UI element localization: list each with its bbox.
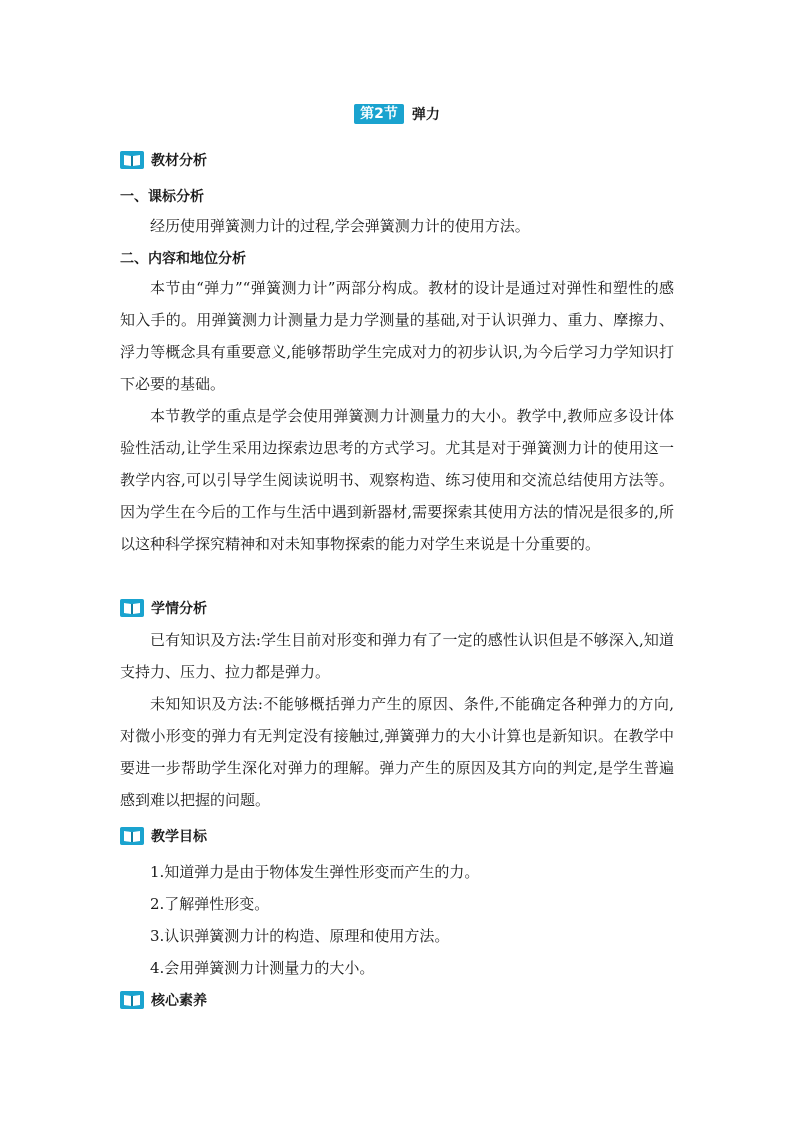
section-title: 弹力 [411, 107, 440, 123]
subheading-standard: 一、课标分析 [120, 189, 204, 205]
heading-objectives [120, 826, 207, 846]
objective-item: 2.了解弹性形变。 [150, 895, 270, 913]
heading-learner-analysis [120, 598, 207, 618]
content-paragraph-2: 本节教学的重点是学会使用弹簧测力计测量力的大小。教学中,教师应多设计体验性活动,让学生采用边探索边思考的方式学习。尤其是对于弹簧测力计的使用这一教学内容,可以引导学生阅读说明书、观察构造、练习使用和交流总结使用方法等。因为学生在今后的工作与生活中遇到新器材,需要探索其使用方法的情况是很多的,所以这种科学探究精神和对未知事物探索的能力对学生来说是十分重要的。 [120, 407, 674, 553]
heading-core-competence [120, 990, 207, 1010]
heading-text: 核心素养 [151, 993, 207, 1009]
objective-item: 3.认识弹簧测力计的构造、原理和使用方法。 [150, 927, 450, 945]
heading-text: 教学目标 [151, 829, 207, 845]
book-icon [120, 991, 144, 1009]
learner-paragraph-2: 未知知识及方法:不能够概括弹力产生的原因、条件,不能确定各种弹力的方向,对微小形变的弹力有无判定没有接触过,弹簧弹力的大小计算也是新知识。在教学中要进一步帮助学生深化对弹力的理解。弹力产生的原因及其方向的判定,是学生普遍感到难以把握的问题。 [120, 695, 674, 809]
objective-item: 1.知道弹力是由于物体发生弹性形变而产生的力。 [150, 863, 480, 881]
learner-paragraph-1: 已有知识及方法:学生目前对形变和弹力有了一定的感性认识但是不够深入,知道支持力、压力、拉力都是弹力。 [120, 631, 674, 681]
book-icon [120, 827, 144, 845]
content-paragraph-1: 本节由“弹力”“弹簧测力计”两部分构成。教材的设计是通过对弹性和塑性的感知入手的。用弹簧测力计测量力是力学测量的基础,对于认识弹力、重力、摩擦力、浮力等概念具有重要意义,能够帮助学生完成对力的初步认识,为今后学习力学知识打下必要的基础。 [120, 279, 674, 393]
book-icon [120, 599, 144, 617]
heading-material-analysis [120, 150, 207, 170]
standard-text: 经历使用弹簧测力计的过程,学会弹簧测力计的使用方法。 [150, 217, 530, 235]
objective-item: 4.会用弹簧测力计测量力的大小。 [150, 959, 375, 977]
book-icon [120, 151, 144, 169]
section-title-row [0, 104, 794, 124]
heading-text: 学情分析 [151, 601, 207, 617]
subheading-content: 二、内容和地位分析 [120, 251, 246, 267]
section-number-badge: 第2节 [354, 104, 404, 124]
heading-text: 教材分析 [151, 153, 207, 169]
